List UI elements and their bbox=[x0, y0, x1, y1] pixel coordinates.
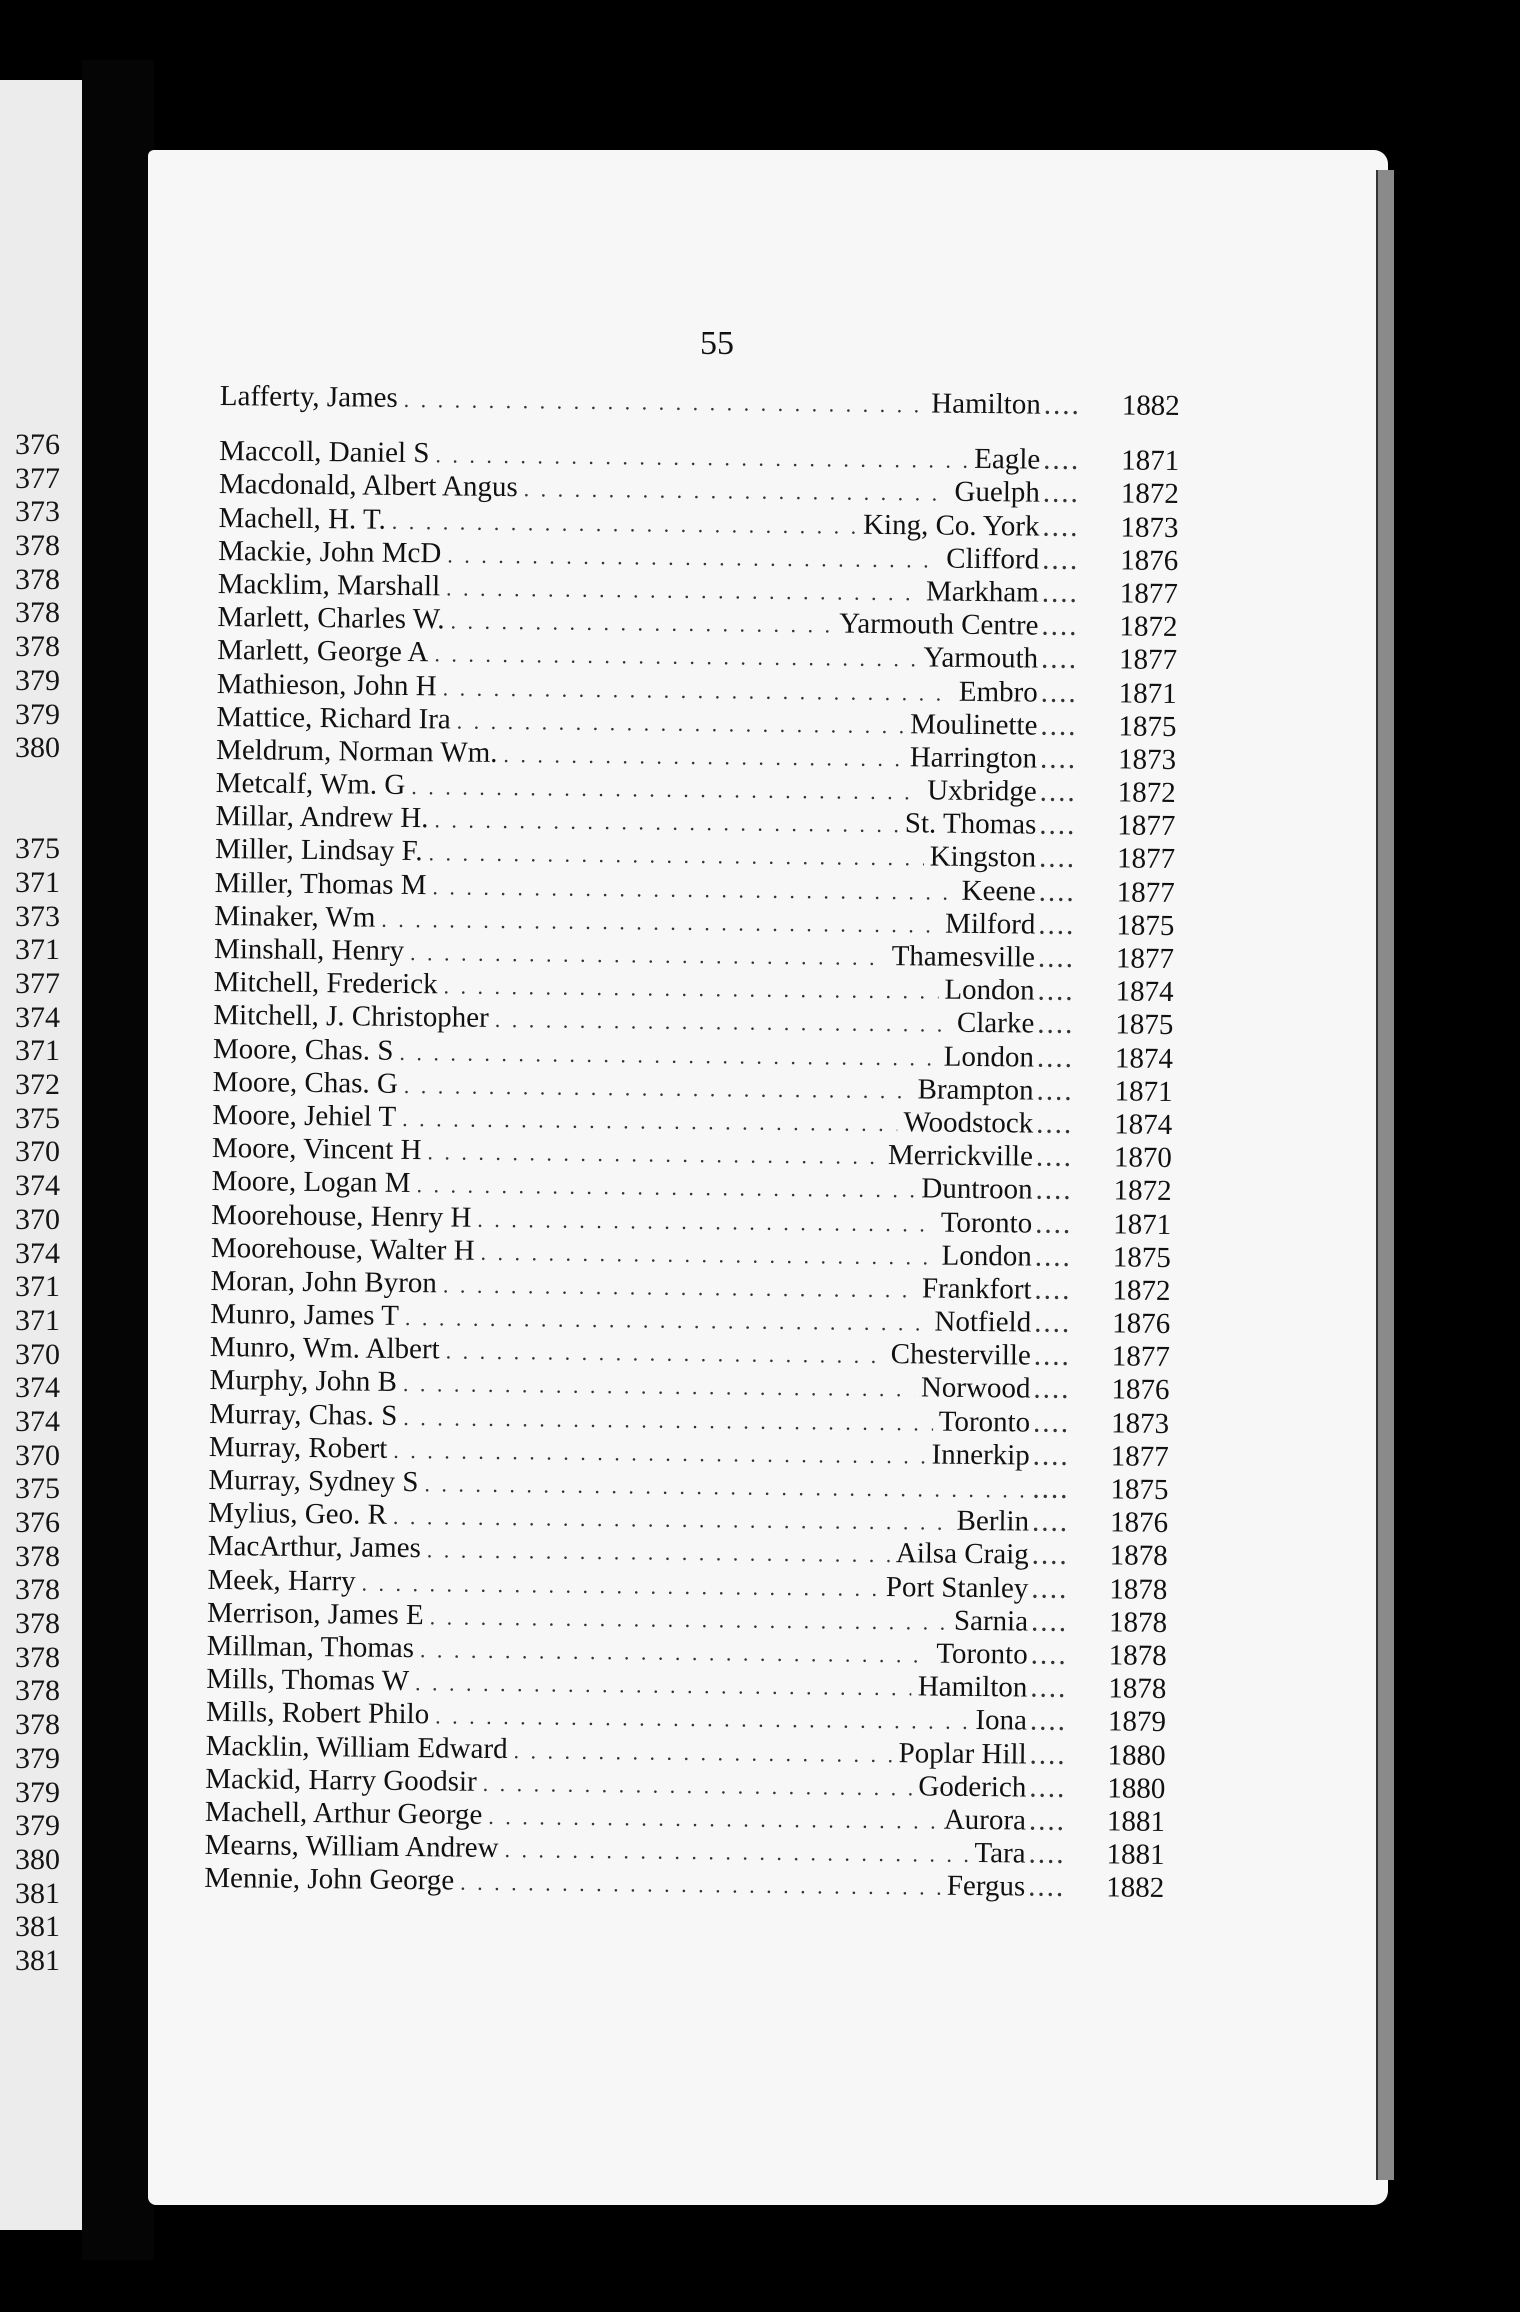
entry-place: Fergus bbox=[946, 1869, 1026, 1903]
leader-dots bbox=[403, 1405, 933, 1437]
entry-year: 1871 bbox=[1118, 676, 1177, 710]
leader-dots: .... bbox=[1028, 1837, 1066, 1870]
leader-dots: .... bbox=[1032, 1472, 1070, 1505]
leader-dots bbox=[488, 1804, 938, 1835]
leader-dots: .... bbox=[1039, 742, 1078, 775]
entry-place: Port Stanley bbox=[885, 1570, 1029, 1605]
leader-dots: .... bbox=[1028, 1804, 1067, 1837]
leader-dots: .... bbox=[1038, 908, 1076, 941]
leader-dots: .... bbox=[1043, 443, 1081, 477]
leader-dots: .... bbox=[1042, 510, 1080, 543]
adjacent-year: 381 bbox=[15, 1943, 60, 1977]
entry-name: Munro, James T bbox=[210, 1298, 400, 1332]
adjacent-year: 378 bbox=[15, 630, 60, 664]
entry-place: Embro bbox=[958, 675, 1038, 709]
leader-dots bbox=[480, 1239, 935, 1270]
entry-name: Macdonald, Albert Angus bbox=[218, 468, 518, 504]
entry-place: Iona bbox=[975, 1704, 1028, 1737]
entry-name: Millar, Andrew H. bbox=[215, 800, 429, 835]
entry-place: Brampton bbox=[917, 1073, 1034, 1107]
adjacent-year: 381 bbox=[15, 1876, 60, 1910]
entry-name: Mills, Thomas W bbox=[206, 1663, 410, 1698]
entry-place: Yarmouth Centre bbox=[839, 607, 1039, 642]
entry-place: Harrington bbox=[909, 741, 1038, 775]
leader-dots bbox=[428, 841, 923, 872]
adjacent-year: 371 bbox=[15, 1270, 60, 1304]
leader-dots bbox=[403, 1371, 915, 1402]
leader-dots bbox=[434, 642, 917, 673]
entry-name: Mitchell, Frederick bbox=[213, 966, 438, 1001]
leader-dots bbox=[447, 542, 940, 573]
leader-dots: .... bbox=[1034, 1273, 1072, 1306]
leader-dots: .... bbox=[1042, 476, 1081, 510]
entry-name: Mills, Robert Philo bbox=[205, 1696, 430, 1731]
leader-dots: .... bbox=[1039, 775, 1077, 809]
entry-place: Duntroon bbox=[921, 1172, 1033, 1206]
leader-dots: .... bbox=[1031, 1572, 1069, 1605]
adjacent-page-edge bbox=[0, 80, 82, 2230]
leader-dots: .... bbox=[1037, 941, 1076, 974]
leader-dots bbox=[434, 808, 899, 839]
entry-name: Mackid, Harry Goodsir bbox=[205, 1762, 477, 1798]
leader-dots: .... bbox=[1033, 1339, 1071, 1373]
adjacent-year: 378 bbox=[15, 562, 60, 596]
adjacent-year: 379 bbox=[15, 1741, 60, 1775]
adjacent-year: 378 bbox=[15, 596, 60, 630]
leader-dots bbox=[524, 477, 949, 507]
entry-year: 1873 bbox=[1110, 1407, 1170, 1440]
entry-place: Thamesville bbox=[891, 940, 1036, 974]
leader-dots: .... bbox=[1033, 1373, 1071, 1406]
leader-dots bbox=[415, 1670, 912, 1701]
entry-year: 1879 bbox=[1107, 1705, 1167, 1739]
entry-place: Innerkip bbox=[931, 1438, 1030, 1472]
leader-dots: .... bbox=[1032, 1439, 1070, 1472]
entry-place: Toronto bbox=[938, 1405, 1031, 1439]
leader-dots bbox=[435, 442, 968, 474]
leader-dots: .... bbox=[1029, 1738, 1067, 1771]
adjacent-year: 378 bbox=[15, 1539, 60, 1573]
adjacent-year: 373 bbox=[15, 495, 60, 529]
entry-place: Clifford bbox=[946, 542, 1040, 576]
leader-dots bbox=[393, 1504, 951, 1536]
entry-place: Keene bbox=[961, 874, 1036, 908]
entry-name: Moore, Chas. G bbox=[212, 1065, 399, 1100]
entry-name: Moore, Chas. S bbox=[212, 1032, 394, 1067]
leader-dots bbox=[504, 1837, 968, 1868]
entry-place: Markham bbox=[925, 575, 1039, 609]
entry-year: 1878 bbox=[1108, 1672, 1167, 1706]
leader-dots: .... bbox=[1039, 808, 1077, 842]
entry-place: Merrickville bbox=[887, 1139, 1034, 1173]
leader-dots: .... bbox=[1036, 1107, 1074, 1140]
leader-dots bbox=[457, 708, 905, 739]
entry-name: Minshall, Henry bbox=[213, 932, 405, 967]
entry-year: 1875 bbox=[1115, 1008, 1174, 1042]
adjacent-year: 375 bbox=[15, 1472, 60, 1506]
entry-name: Millman, Thomas bbox=[206, 1629, 415, 1665]
leader-dots bbox=[513, 1738, 892, 1768]
leader-dots: .... bbox=[1029, 1771, 1067, 1804]
entry-name: Mattice, Richard Ira bbox=[216, 700, 451, 736]
leader-dots: .... bbox=[1029, 1704, 1068, 1738]
adjacent-year: 374 bbox=[15, 1371, 60, 1405]
adjacent-year: 374 bbox=[15, 1169, 60, 1203]
entry-name: Moore, Vincent H bbox=[211, 1132, 422, 1167]
entry-year: 1877 bbox=[1116, 876, 1175, 909]
leader-dots bbox=[392, 508, 858, 539]
entry-year: 1874 bbox=[1114, 1041, 1174, 1075]
page-number: 55 bbox=[700, 325, 734, 362]
leader-dots bbox=[427, 1538, 890, 1569]
adjacent-year: 379 bbox=[15, 697, 60, 731]
entry-place: Yarmouth bbox=[923, 641, 1039, 675]
leader-dots: .... bbox=[1040, 642, 1079, 676]
leader-dots bbox=[424, 1471, 1023, 1503]
leader-dots bbox=[443, 1272, 916, 1303]
entry-year: 1878 bbox=[1108, 1606, 1168, 1639]
entry-year: 1871 bbox=[1114, 1075, 1173, 1108]
entry-year: 1878 bbox=[1109, 1572, 1168, 1606]
adjacent-year: 371 bbox=[15, 1034, 60, 1068]
entry-year: 1875 bbox=[1110, 1473, 1169, 1506]
entry-year: 1880 bbox=[1107, 1738, 1166, 1772]
entry-place: Poplar Hill bbox=[898, 1736, 1027, 1771]
entry-year: 1871 bbox=[1121, 444, 1180, 478]
entry-year: 1878 bbox=[1109, 1539, 1168, 1573]
entry-name: Miller, Lindsay F. bbox=[214, 833, 423, 868]
entry-place: Clarke bbox=[956, 1007, 1035, 1040]
adjacent-year: 380 bbox=[15, 1842, 60, 1876]
leader-dots: .... bbox=[1030, 1638, 1068, 1671]
leader-dots bbox=[430, 1604, 948, 1635]
entry-name: Mitchell, J. Christopher bbox=[213, 999, 489, 1035]
leader-dots bbox=[420, 1637, 931, 1668]
leader-dots bbox=[411, 774, 921, 805]
entry-place: Milford bbox=[944, 907, 1036, 941]
leader-dots: .... bbox=[1028, 1870, 1066, 1904]
entry-name: Murphy, John B bbox=[209, 1364, 398, 1399]
entry-name: Moorehouse, Henry H bbox=[211, 1198, 472, 1234]
leader-dots: .... bbox=[1041, 543, 1080, 576]
leader-dots: .... bbox=[1036, 1041, 1075, 1074]
entry-year: 1870 bbox=[1113, 1141, 1173, 1175]
adjacent-year bbox=[0, 799, 60, 833]
entry-place: King, Co. York bbox=[862, 508, 1040, 543]
entry-year: 1873 bbox=[1120, 511, 1179, 544]
leader-dots: .... bbox=[1030, 1605, 1069, 1638]
adjacent-year: 371 bbox=[15, 933, 60, 967]
entry-year: 1882 bbox=[1121, 389, 1180, 423]
entry-place: Toronto bbox=[940, 1206, 1033, 1240]
entry-name: Murray, Robert bbox=[208, 1430, 388, 1465]
entry-name: Mathieson, John H bbox=[216, 667, 437, 702]
entry-year: 1877 bbox=[1119, 577, 1178, 610]
entry-rows bbox=[204, 435, 1179, 1905]
leader-dots bbox=[402, 1106, 898, 1137]
leader-dots: .... bbox=[1043, 388, 1081, 422]
entry-name: Murray, Chas. S bbox=[209, 1397, 398, 1432]
entry-name: Marlett, George A bbox=[217, 634, 429, 669]
entry-place: London bbox=[943, 1040, 1035, 1074]
leader-dots bbox=[483, 1771, 913, 1801]
leader-dots: .... bbox=[1040, 709, 1078, 742]
leader-dots: .... bbox=[1030, 1671, 1068, 1705]
entry-name: Macklim, Marshall bbox=[217, 567, 441, 603]
entry-place: Ailsa Craig bbox=[895, 1537, 1029, 1571]
adjacent-year: 378 bbox=[15, 529, 60, 563]
leader-dots bbox=[361, 1570, 879, 1601]
leader-dots bbox=[460, 1870, 941, 1901]
leader-dots: .... bbox=[1034, 1306, 1072, 1340]
entry-year: 1877 bbox=[1115, 942, 1175, 976]
adjacent-year: 376 bbox=[15, 1506, 60, 1539]
entry-place: Kingston bbox=[929, 840, 1037, 875]
leader-dots bbox=[404, 1073, 912, 1104]
leader-dots bbox=[477, 1206, 935, 1237]
leader-dots bbox=[495, 1007, 951, 1038]
entry-place: Eagle bbox=[974, 443, 1041, 476]
entry-year: 1875 bbox=[1116, 909, 1175, 942]
leader-dots bbox=[393, 1438, 925, 1470]
entry-place: Tara bbox=[974, 1837, 1026, 1870]
entry-name: Moore, Jehiel T bbox=[212, 1098, 397, 1133]
leader-dots: .... bbox=[1031, 1505, 1070, 1539]
entry-year: 1878 bbox=[1108, 1639, 1167, 1672]
entry-year: 1871 bbox=[1113, 1207, 1172, 1241]
adjacent-year: 373 bbox=[15, 899, 60, 933]
entry-year: 1881 bbox=[1106, 1805, 1166, 1838]
book-gutter bbox=[82, 60, 154, 2260]
leader-dots: .... bbox=[1035, 1207, 1073, 1240]
entry-place: Chesterville bbox=[890, 1338, 1031, 1372]
leader-dots bbox=[443, 675, 953, 706]
adjacent-year: 378 bbox=[15, 1708, 60, 1742]
entry-name: Minaker, Wm bbox=[214, 899, 376, 934]
adjacent-year: 379 bbox=[15, 1775, 60, 1809]
entry-year: 1876 bbox=[1109, 1506, 1169, 1540]
adjacent-year: 372 bbox=[15, 1068, 60, 1102]
adjacent-year: 375 bbox=[15, 832, 60, 866]
entry-place: Guelph bbox=[954, 476, 1041, 509]
entry-name: Murray, Sydney S bbox=[208, 1463, 419, 1499]
entry-year: 1877 bbox=[1118, 643, 1178, 677]
adjacent-year: 374 bbox=[15, 1236, 60, 1270]
entry-place: Hamilton bbox=[917, 1670, 1028, 1704]
leader-dots: .... bbox=[1036, 1074, 1074, 1107]
adjacent-year: 377 bbox=[15, 461, 60, 495]
entry-place: Frankfort bbox=[921, 1272, 1032, 1306]
leader-dots: .... bbox=[1040, 676, 1078, 709]
adjacent-year: 378 bbox=[15, 1674, 60, 1708]
adjacent-year: 381 bbox=[15, 1910, 60, 1944]
entry-place: Berlin bbox=[956, 1504, 1030, 1538]
adjacent-year: 375 bbox=[15, 1101, 60, 1135]
entry-name: Merrison, James E bbox=[206, 1596, 424, 1631]
entry-name: Mylius, Geo. R bbox=[207, 1497, 388, 1531]
entry-year: 1877 bbox=[1117, 809, 1176, 843]
entry-name: MacArthur, James bbox=[207, 1530, 422, 1565]
entry-place: Goderich bbox=[918, 1770, 1027, 1804]
leader-dots: .... bbox=[1041, 609, 1079, 643]
entry-name: Mearns, William Andrew bbox=[204, 1828, 499, 1865]
entry-place: Toronto bbox=[936, 1637, 1028, 1671]
entry-name: Meek, Harry bbox=[207, 1563, 356, 1598]
entry-name: Moore, Logan M bbox=[211, 1165, 411, 1200]
page-edge-shadow bbox=[1376, 170, 1394, 2180]
entry-name: Mackie, John McD bbox=[218, 534, 442, 570]
leader-dots bbox=[410, 940, 886, 971]
adjacent-year: 370 bbox=[15, 1135, 60, 1169]
leader-dots bbox=[427, 1139, 882, 1170]
adjacent-page-years bbox=[0, 428, 60, 1978]
entry-year: 1882 bbox=[1106, 1871, 1165, 1905]
entry-year: 1875 bbox=[1112, 1241, 1172, 1274]
leader-dots: .... bbox=[1035, 1173, 1073, 1207]
entry-year: 1877 bbox=[1110, 1440, 1169, 1473]
entry-year: 1873 bbox=[1117, 743, 1177, 776]
entry-place: Aurora bbox=[943, 1803, 1027, 1837]
entry-place: Hamilton bbox=[931, 387, 1041, 421]
adjacent-year: 370 bbox=[15, 1202, 60, 1236]
leader-dots: .... bbox=[1038, 842, 1077, 875]
entry-place: Norwood bbox=[920, 1371, 1031, 1405]
entry-year: 1874 bbox=[1115, 975, 1174, 1009]
entry-name: Moran, John Byron bbox=[210, 1264, 438, 1300]
entry-year: 1872 bbox=[1120, 477, 1180, 511]
leader-dots: .... bbox=[1034, 1240, 1073, 1273]
leader-dots: .... bbox=[1035, 1140, 1074, 1174]
entry-place: Notfield bbox=[934, 1305, 1032, 1339]
entry-name: Lafferty, James bbox=[219, 380, 398, 414]
leader-dots bbox=[446, 1339, 885, 1370]
entry-name: Machell, H. T. bbox=[218, 501, 386, 536]
entry-name: Macklin, William Edward bbox=[205, 1729, 508, 1765]
leader-dots bbox=[443, 974, 938, 1005]
entry-name: Metcalf, Wm. G bbox=[215, 767, 406, 802]
adjacent-year: 378 bbox=[15, 1640, 60, 1674]
entry-year: 1872 bbox=[1112, 1274, 1171, 1307]
entry-year: 1874 bbox=[1114, 1108, 1173, 1141]
leader-dots: .... bbox=[1041, 576, 1079, 609]
leader-dots: .... bbox=[1037, 1007, 1075, 1041]
entry-place: Woodstock bbox=[903, 1106, 1034, 1140]
adjacent-year: 374 bbox=[15, 1404, 60, 1438]
adjacent-year: 380 bbox=[15, 731, 60, 765]
leader-dots bbox=[446, 575, 920, 606]
entry-place: St. Thomas bbox=[904, 807, 1037, 841]
register-list bbox=[204, 380, 1180, 1905]
entry-place: Uxbridge bbox=[927, 774, 1037, 808]
adjacent-year: 371 bbox=[15, 1303, 60, 1337]
leader-dots bbox=[432, 874, 955, 905]
leader-dots: .... bbox=[1032, 1406, 1071, 1439]
adjacent-year: 371 bbox=[15, 865, 60, 899]
entry-year: 1872 bbox=[1117, 776, 1176, 810]
leader-dots bbox=[435, 1704, 970, 1736]
leader-dots bbox=[404, 387, 926, 418]
entry-year: 1880 bbox=[1107, 1772, 1166, 1805]
entry-year: 1877 bbox=[1116, 842, 1176, 876]
adjacent-year: 370 bbox=[15, 1337, 60, 1371]
entry-place: London bbox=[941, 1239, 1033, 1273]
entry-place: Moulinette bbox=[910, 707, 1038, 742]
adjacent-year: 379 bbox=[15, 663, 60, 697]
entry-year: 1875 bbox=[1118, 710, 1177, 743]
entry-year: 1876 bbox=[1119, 544, 1179, 577]
entry-year: 1876 bbox=[1111, 1373, 1170, 1407]
entry-year: 1872 bbox=[1113, 1174, 1172, 1208]
entry-name: Marlett, Charles W. bbox=[217, 601, 445, 636]
entry-name: Mennie, John George bbox=[204, 1862, 455, 1897]
entry-year: 1877 bbox=[1111, 1340, 1170, 1374]
adjacent-year: 374 bbox=[15, 1000, 60, 1034]
entry-name: Maccoll, Daniel S bbox=[219, 435, 430, 470]
adjacent-year: 378 bbox=[15, 1607, 60, 1641]
leader-dots bbox=[450, 609, 833, 639]
leader-dots bbox=[405, 1305, 929, 1336]
adjacent-year: 370 bbox=[15, 1438, 60, 1472]
leader-dots bbox=[416, 1172, 915, 1203]
entry-year: 1876 bbox=[1112, 1307, 1171, 1341]
entry-name: Miller, Thomas M bbox=[214, 866, 427, 901]
adjacent-year bbox=[0, 765, 60, 799]
entry-place: Sarnia bbox=[953, 1604, 1029, 1638]
leader-dots bbox=[503, 742, 904, 772]
entry-year: 1872 bbox=[1119, 610, 1178, 644]
entry-place: London bbox=[944, 973, 1035, 1007]
entry-year: 1881 bbox=[1106, 1838, 1165, 1872]
adjacent-year: 376 bbox=[15, 428, 60, 461]
entry-name: Machell, Arthur George bbox=[204, 1795, 483, 1831]
leader-dots: .... bbox=[1037, 974, 1075, 1008]
entry-name: Moorehouse, Walter H bbox=[210, 1231, 475, 1267]
adjacent-year: 379 bbox=[15, 1809, 60, 1843]
entry-name: Meldrum, Norman Wm. bbox=[215, 733, 498, 769]
adjacent-year: 377 bbox=[15, 967, 60, 1000]
leader-dots bbox=[399, 1039, 938, 1071]
leader-dots: .... bbox=[1038, 875, 1076, 908]
adjacent-year: 378 bbox=[15, 1573, 60, 1607]
leader-dots: .... bbox=[1031, 1538, 1069, 1572]
entry-name: Munro, Wm. Albert bbox=[209, 1331, 440, 1366]
leader-dots bbox=[381, 907, 939, 939]
